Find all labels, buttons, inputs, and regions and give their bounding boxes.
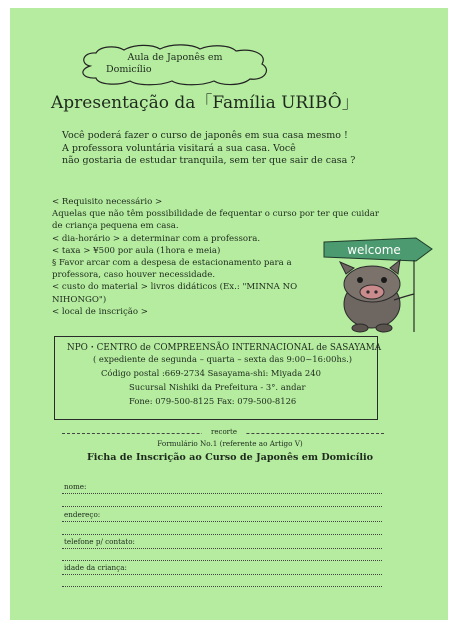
location-heading: < local de inscrição > (52, 306, 148, 317)
cloud-label-line1: Aula de Japonês em (127, 52, 223, 63)
requirements-text: de criança pequena em casa. (52, 221, 179, 232)
child-age-field-line-extra (62, 586, 382, 587)
page-title: Apresentação da「Família URIBÔ」 (51, 93, 359, 113)
name-field-line-extra (62, 506, 382, 507)
cloud-label (76, 52, 274, 76)
name-field-line[interactable] (62, 493, 382, 494)
intro-line: Você poderá fazer o curso de japonês em sua casa mesmo ! (62, 130, 348, 141)
contact-box (54, 336, 382, 420)
branch-office: Sucursal Nishiki da Prefeitura - 3°. andar (129, 382, 306, 392)
form-title: Ficha de Inscrição ao Curso de Japonês em Domicílio (86, 452, 374, 463)
boar-mascot-icon (320, 234, 435, 336)
parking-note: professora, caso houver necessidade. (52, 270, 216, 281)
welcome-sign-text: welcome (347, 243, 401, 257)
intro-line: A professora voluntária visitará a sua casa. Você (62, 142, 296, 154)
cut-line (62, 428, 386, 438)
form-reference: Formulário No.1 (referente ao Artigo V) (157, 439, 303, 448)
fee-line: < taxa > ¥500 por aula (1hora e meia) (52, 245, 221, 256)
phone-field-line-extra (62, 560, 382, 561)
phone-field-label: telefone p/ contato: (64, 537, 135, 546)
phone-fax: Fone: 079-500-8125 Fax: 079-500-8126 (129, 396, 297, 406)
material-line: NIHONGO") (52, 294, 107, 305)
cloud-label-line2: Domicílio (106, 64, 152, 75)
intro-paragraph (62, 130, 402, 168)
address-field-line[interactable] (62, 521, 382, 522)
child-age-field-label: idade da criança: (64, 563, 127, 572)
organization-name: NPO・CENTRO de COMPREENSÃO INTERNACIONAL de SASAYAMA (67, 343, 382, 353)
phone-field-line[interactable] (62, 548, 382, 549)
child-age-field-line[interactable] (62, 574, 382, 575)
name-field-label: nome: (64, 482, 87, 491)
requirements-heading: < Requisito necessário > (52, 197, 163, 207)
office-hours: ( expediente de segunda – quarta – sexta das 9:00~16:00hs.) (93, 354, 353, 364)
material-line: < custo do material > livros didáticos (Ex.: "MINNA NO (52, 282, 298, 293)
parking-note: § Favor arcar com a despesa de estacionamento para a (52, 258, 292, 269)
address-field-line-extra (62, 534, 382, 535)
cut-label: recorte (202, 428, 246, 436)
cloud-badge (76, 44, 274, 86)
address-field-label: endereço: (64, 510, 101, 519)
mascot-illustration (320, 234, 435, 336)
schedule-line: < dia-horário > a determinar com a professora. (52, 233, 261, 244)
postal-address: Código postal :669-2734 Sasayama-shi: Miyada 240 (101, 368, 321, 378)
requirements-text: Aquelas que não têm possibilidade de fequentar o curso por ter que cuidar (52, 209, 380, 220)
intro-line: não gostaria de estudar tranquila, sem ter que sair de casa ? (62, 155, 356, 166)
